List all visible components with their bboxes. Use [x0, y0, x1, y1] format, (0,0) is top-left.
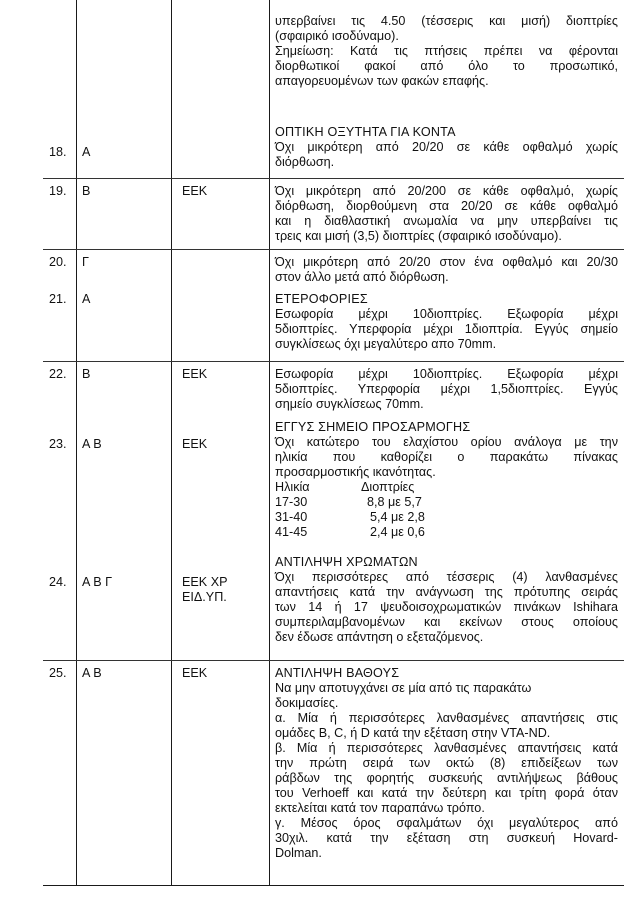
description-cell — [275, 255, 618, 285]
exception-cell — [182, 575, 266, 605]
requirements-table — [43, 0, 624, 886]
text-line: β. Μία ή περισσότερες λανθασμένες απαντήσεις κατά — [275, 741, 618, 755]
text-line: στον άλλο μετά από διόρθωση. — [275, 270, 449, 284]
text-line: του Verhoeff και κατά την δεύτερη και τρίτη φορά όταν — [275, 786, 618, 800]
text-line: την πρώτη σειρά των οκτώ (8) επιδείξεων των — [275, 756, 618, 770]
description-cell — [275, 14, 618, 89]
table-bottom-rule — [43, 885, 624, 886]
text-line: ηλικία που καθορίζει ο παρακάτω πίνακας — [275, 450, 618, 464]
text-line: σημείο συγκλίσεως 70mm. — [275, 397, 424, 411]
table-row-20 — [43, 249, 624, 284]
text-line: διορθωτικοί φακοί από όλο το προσωπικό, — [275, 59, 618, 73]
text-line: Σημείωση: Κατά τις πτήσεις πρέπει να φέρονται — [275, 44, 618, 58]
age-column-header: Ηλικία — [275, 480, 310, 494]
text-line: 30χιλ. κατά την εξέταση στη συσκευή Hovard- — [275, 831, 618, 845]
text-line: απαγορευομένων των φακών επαφής. — [275, 74, 489, 88]
description-cell — [275, 367, 618, 412]
text-line: 5διοπτρίες. Υπερφορία μέχρι 1,5διοπτρίες. Εγγύς — [275, 382, 618, 396]
text-line: συμπεριλαμβανομένων και εκείνων στους οποίους — [275, 615, 618, 629]
row-number: 20. — [49, 255, 67, 269]
text-line: Να μην αποτυγχάνει σε μία από τις παρακάτω — [275, 681, 532, 695]
text-line: συγκλίσεως όχι μεγαλύτερο απο 70mm. — [275, 337, 497, 351]
text-line: ομάδες B, C, ή D κατά την εξέταση στην VTA-ND. — [275, 726, 551, 740]
table-row-19 — [43, 178, 624, 243]
text-line: δοκιμασίες. — [275, 696, 339, 710]
row-number: 24. — [49, 575, 67, 589]
age-range: 41-45 — [275, 525, 308, 539]
text-line: δεν έδωσε απάντηση ο εξεταζόμενος. — [275, 630, 484, 644]
row-number: 19. — [49, 184, 67, 198]
exception-cell: ΕΕΚ — [182, 367, 208, 381]
text-line: Όχι κατώτερο του ελαχίστου ορίου ανάλογα με την — [275, 435, 618, 449]
text-line: (σφαιρικό ισοδύναμο). — [275, 29, 399, 43]
section-heading: ΑΝΤΙΛΗΨΗ ΒΑΘΟΥΣ — [275, 666, 400, 680]
text-line: γ. Μέσος όρος σφαλμάτων όχι μεγαλύτερος από — [275, 816, 618, 830]
category-cell: Α — [82, 145, 91, 159]
table-row-25 — [43, 660, 624, 860]
row-number: 21. — [49, 292, 67, 306]
description-cell — [275, 184, 618, 244]
column-rule-3 — [269, 0, 270, 886]
age-range: 17-30 — [275, 495, 308, 509]
description-cell — [275, 420, 618, 540]
section-heading: ΑΝΤΙΛΗΨΗ ΧΡΩΜΑΤΩΝ — [275, 555, 418, 569]
row-number: 18. — [49, 145, 67, 159]
text-line: Dolman. — [275, 846, 322, 860]
age-range: 31-40 — [275, 510, 308, 524]
exception-line: ΕΕΚ ΧΡ — [182, 575, 228, 589]
exception-cell: ΕΕΚ — [182, 184, 208, 198]
exception-line: ΕΙΔ.ΥΠ. — [182, 590, 227, 604]
row-number: 25. — [49, 666, 67, 680]
text-line: Εσωφορία μέχρι 10διοπτρίες. Εξωφορία μέχρι — [275, 367, 618, 381]
column-rule-2 — [171, 0, 172, 886]
description-cell — [275, 666, 618, 861]
dioptre-range: 2,4 με 0,6 — [370, 525, 425, 539]
table-row-22 — [43, 361, 624, 411]
text-line: και η διαθλαστική ανωμαλία να μην υπερβαίνει τις — [275, 214, 618, 228]
dioptre-range: 5,4 με 2,8 — [370, 510, 425, 524]
category-cell: Β — [82, 367, 91, 381]
text-line: ράβδων της φορητής συσκευής αντιλήψεως βάθους — [275, 771, 618, 785]
text-line: απαντήσεις κατά την ανάγνωση της πρότυπης σειράς — [275, 585, 618, 599]
description-cell — [275, 555, 618, 645]
text-line: α. Μία ή περισσότερες λανθασμένες απαντήσεις στις — [275, 711, 618, 725]
text-line: διόρθωση. — [275, 155, 335, 169]
category-cell: Α Β Γ — [82, 575, 113, 589]
category-cell: Α — [82, 292, 91, 306]
text-line: προσαρμοστικής ικανότητας. — [275, 465, 436, 479]
age-dioptre-table — [275, 480, 618, 540]
text-line: υπερβαίνει τις 4.50 (τέσσερις και μισή) διοπτρίες — [275, 14, 618, 28]
category-cell: Α Β — [82, 666, 102, 680]
category-cell: Α Β — [82, 437, 102, 451]
text-line: Όχι μικρότερη από 20/20 σε κάθε οφθαλμό χωρίς — [275, 140, 618, 154]
dioptre-range: 8,8 με 5,7 — [367, 495, 422, 509]
dioptre-column-header: Διοπτρίες — [361, 480, 415, 494]
text-line: Όχι περισσότερες από τέσσερις (4) λανθασμένες — [275, 570, 618, 584]
row-number: 22. — [49, 367, 67, 381]
description-cell — [275, 292, 618, 352]
text-line: των 14 ή 17 ψευδοισοχρωματικών πινάκων Ishihara — [275, 600, 618, 614]
exception-cell: ΕΕΚ — [182, 437, 208, 451]
text-line: Όχι μικρότερη από 20/20 στον ένα οφθαλμό και 20/30 — [275, 255, 618, 269]
row-number: 23. — [49, 437, 67, 451]
text-line: Εσωφορία μέχρι 10διοπτρίες. Εξωφορία μέχρι — [275, 307, 618, 321]
section-heading: ΕΤΕΡΟΦΟΡΙΕΣ — [275, 292, 368, 306]
text-line: Όχι μικρότερη από 20/200 σε κάθε οφθαλμό, χωρίς — [275, 184, 618, 198]
section-heading: ΕΓΓΥΣ ΣΗΜΕΙΟ ΠΡΟΣΑΡΜΟΓΗΣ — [275, 420, 471, 434]
text-line: τρεις και μισή (3,5) διοπτρίες (σφαιρικό ισοδύναμο). — [275, 229, 562, 243]
text-line: 5διοπτρίες. Υπερφορία μέχρι 1διοπτρία. Εγγύς σημείο — [275, 322, 618, 336]
category-cell: Β — [82, 184, 91, 198]
text-line: διόρθωση, διορθούμενη στα 20/20 σε κάθε οφθαλμό — [275, 199, 618, 213]
column-rule-1 — [76, 0, 77, 886]
section-heading: ΟΠΤΙΚΗ ΟΞΥΤΗΤΑ ΓΙΑ ΚΟΝΤΑ — [275, 125, 456, 139]
exception-cell: ΕΕΚ — [182, 666, 208, 680]
description-cell — [275, 125, 618, 170]
text-line: εκτελείται κατά τον παραπάνω τρόπο. — [275, 801, 485, 815]
category-cell: Γ — [82, 255, 89, 269]
